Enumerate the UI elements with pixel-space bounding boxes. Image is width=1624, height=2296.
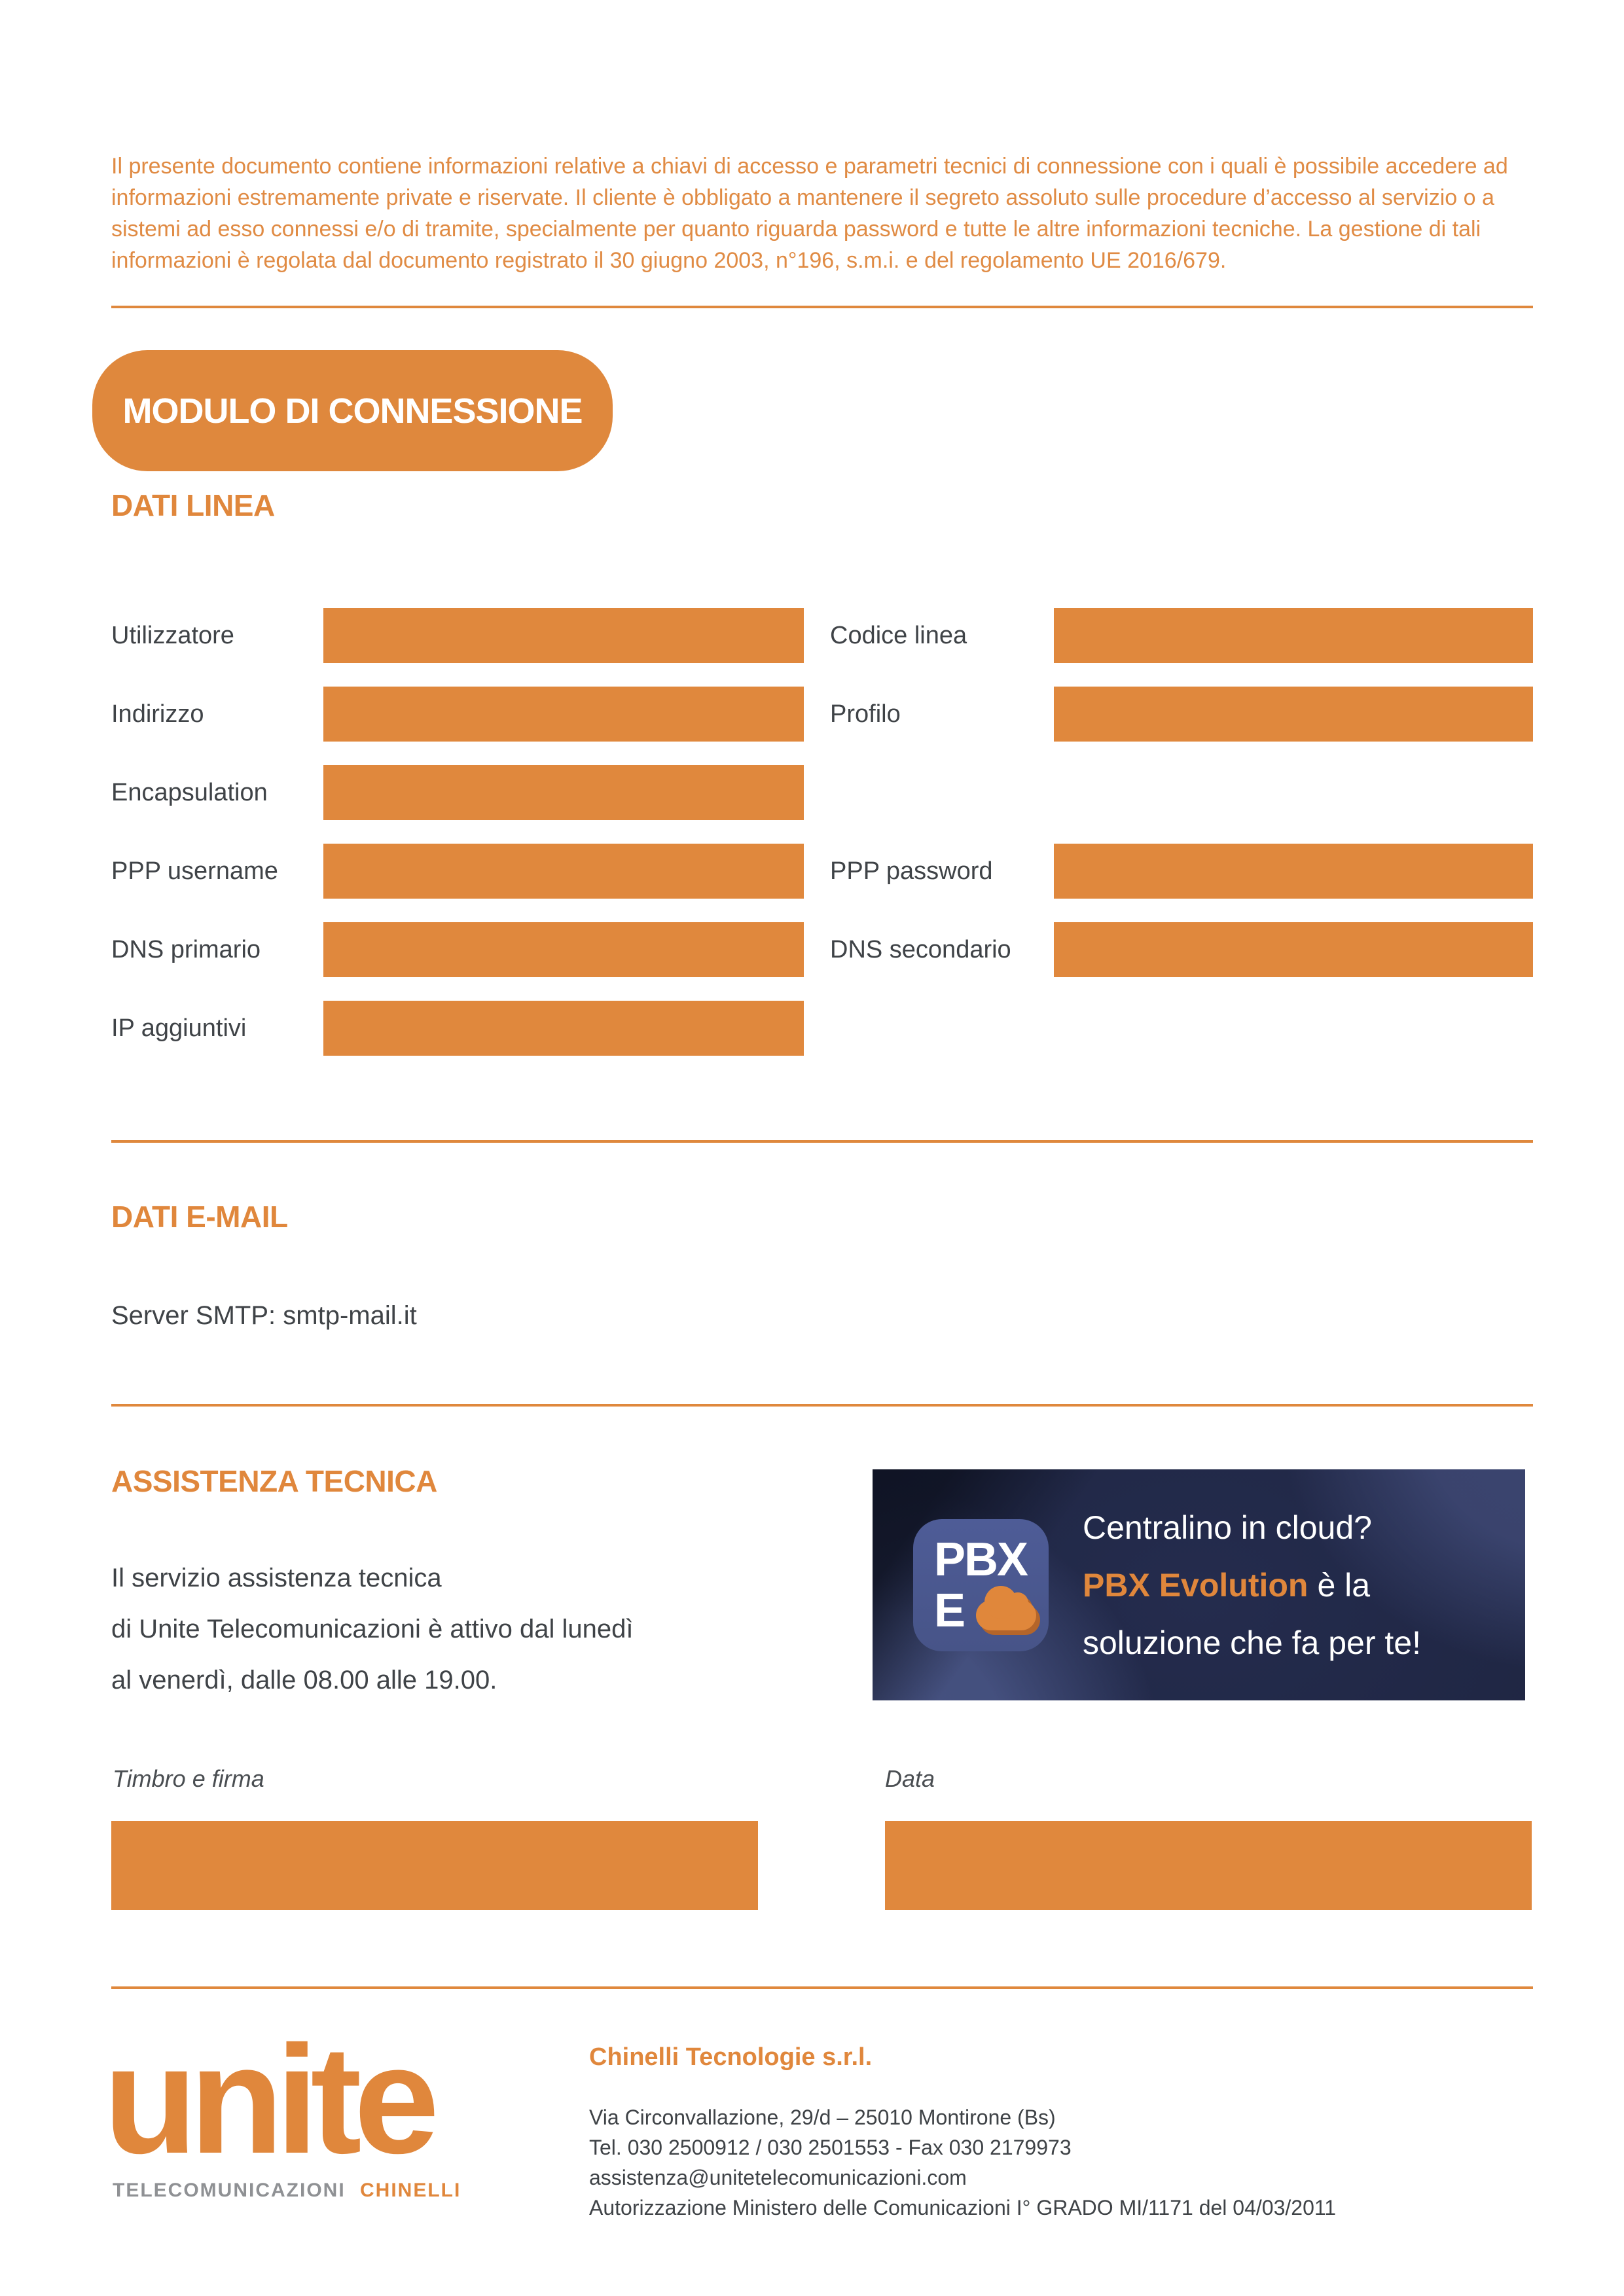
unite-logo: unite [103, 2013, 432, 2185]
encapsulation-field[interactable] [323, 765, 804, 820]
banner-brand: PBX Evolution [1083, 1566, 1308, 1604]
field-label-codice-linea: Codice linea [830, 621, 967, 649]
assistenza-line-1: Il servizio assistenza tecnica [111, 1564, 442, 1592]
field-label-ppp-password: PPP password [830, 857, 993, 885]
field-label-indirizzo: Indirizzo [111, 700, 204, 728]
field-label-dns-primario: DNS primario [111, 935, 261, 963]
field-label-encapsulation: Encapsulation [111, 778, 268, 806]
field-label-ip-aggiuntivi: IP aggiuntivi [111, 1014, 247, 1042]
pbx-logo-e: E [934, 1584, 966, 1637]
indirizzo-field[interactable] [323, 687, 804, 742]
assistenza-line-2: di Unite Telecomunicazioni è attivo dal lunedì [111, 1615, 634, 1643]
ppp-username-field[interactable] [323, 844, 804, 899]
pbx-e-logo [913, 1519, 1049, 1651]
stamp-signature-field[interactable] [111, 1821, 758, 1910]
empty-cell [1054, 765, 1533, 820]
divider [111, 1140, 1533, 1143]
ppp-password-field[interactable] [1054, 844, 1533, 899]
footer-authorization: Autorizzazione Ministero delle Comunicazioni I° GRADO MI/1171 del 04/03/2011 [589, 2196, 1337, 2219]
section-title-dati-email: DATI E-MAIL [111, 1200, 288, 1234]
field-label-utilizzatore: Utilizzatore [111, 621, 234, 649]
dns-primario-field[interactable] [323, 922, 804, 977]
assistenza-paragraph [111, 1552, 634, 1706]
empty-cell [804, 765, 1054, 820]
logo-sub-telecomunicazioni: TELECOMUNICAZIONI [113, 2179, 346, 2201]
empty-cell [1054, 1001, 1533, 1056]
banner-line-2-rest: è la [1317, 1566, 1371, 1604]
stamp-signature-label: Timbro e firma [113, 1765, 264, 1792]
footer-phone: Tel. 030 2500912 / 030 2501553 - Fax 030 2179973 [589, 2136, 1072, 2159]
divider [111, 306, 1533, 308]
divider [111, 1404, 1533, 1407]
banner-text [1083, 1499, 1421, 1672]
cloud-icon [976, 1600, 1036, 1630]
ip-aggiuntivi-field[interactable] [323, 1001, 804, 1056]
footer-address: Via Circonvallazione, 29/d – 25010 Montirone (Bs) [589, 2106, 1056, 2129]
dati-linea-form [111, 608, 1533, 1056]
date-label: Data [885, 1765, 935, 1792]
assistenza-line-3: al venerdì, dalle 08.00 alle 19.00. [111, 1666, 497, 1695]
utilizzatore-field[interactable] [323, 608, 804, 663]
logo-sub-chinelli: CHINELLI [360, 2179, 461, 2201]
footer-info [589, 2102, 1336, 2223]
unite-logo-subtitle [113, 2179, 461, 2202]
section-title-assistenza-tecnica: ASSISTENZA TECNICA [111, 1464, 437, 1498]
badge-label: MODULO DI CONNESSIONE [122, 391, 583, 431]
banner-line-1: Centralino in cloud? [1083, 1509, 1372, 1546]
divider [111, 1986, 1533, 1989]
pbx-evolution-banner [873, 1469, 1525, 1700]
codice-linea-field[interactable] [1054, 608, 1533, 663]
footer-company-name: Chinelli Tecnologie s.r.l. [589, 2043, 873, 2071]
footer-email: assistenza@unitetelecomunicazioni.com [589, 2166, 967, 2189]
smtp-server-text: Server SMTP: smtp-mail.it [111, 1301, 417, 1330]
profilo-field[interactable] [1054, 687, 1533, 742]
field-label-profilo: Profilo [830, 700, 901, 728]
section-title-dati-linea: DATI LINEA [111, 488, 275, 522]
pbx-logo-text: PBX [934, 1533, 1028, 1586]
field-label-dns-secondario: DNS secondario [830, 935, 1011, 963]
banner-line-2 [1083, 1556, 1421, 1614]
dns-secondario-field[interactable] [1054, 922, 1533, 977]
empty-cell [804, 1001, 1054, 1056]
date-field[interactable] [885, 1821, 1532, 1910]
intro-paragraph: Il presente documento contiene informazioni relative a chiavi di accesso e parametri tecnici di connessione con i quali è possibile accedere ad informazioni estremamente private e riservate. Il cliente è obbligato a mantenere il segreto assoluto sulle procedure d’accesso al servizio o a sistemi ad esso connessi e/o di tramite, specialmente per quanto riguarda password e tutte le altre informazioni tecniche. La gestione di tali informazioni è regolata dal documento registrato il 30 giugno 2003, n°196, s.m.i. e del regolamento UE 2016/679. [111, 154, 1508, 273]
modulo-di-connessione-badge [92, 350, 613, 471]
banner-line-3: soluzione che fa per te! [1083, 1624, 1421, 1661]
field-label-ppp-username: PPP username [111, 857, 278, 885]
